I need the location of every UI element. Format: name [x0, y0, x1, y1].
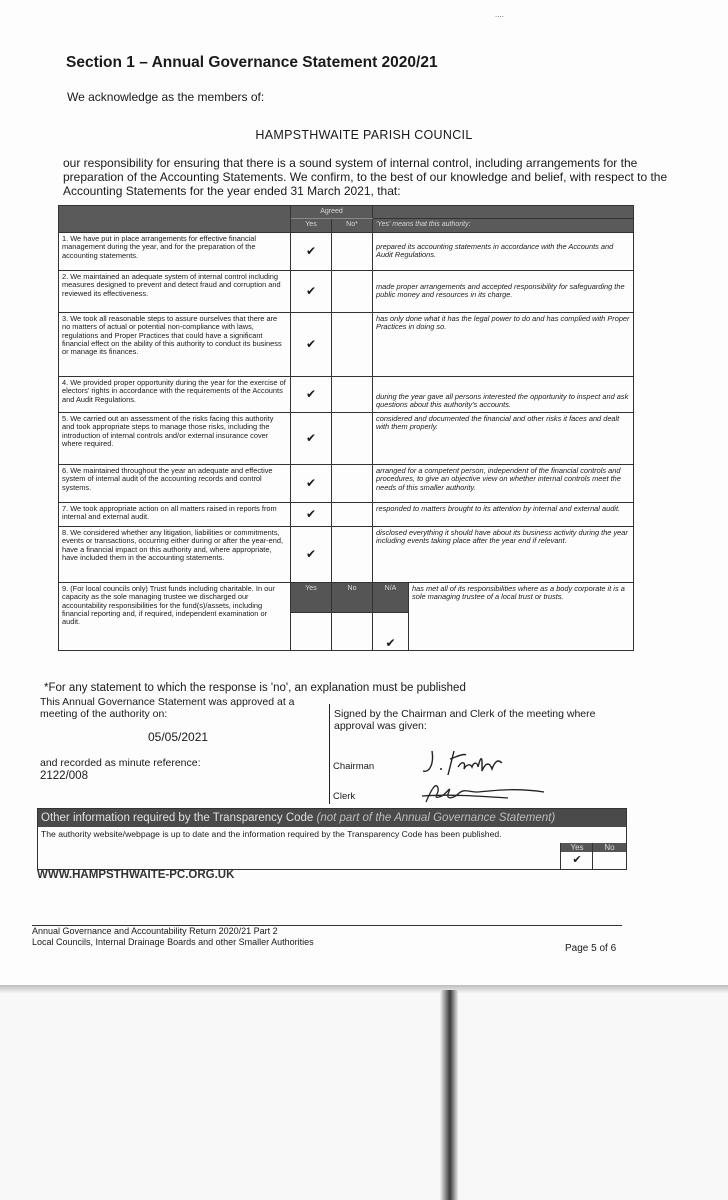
transparency-text: The authority website/webpage is up to date and the information required by the Transparency Code has been published. — [41, 829, 502, 839]
table-row-9 — [59, 582, 634, 612]
yes-header: Yes — [291, 219, 332, 232]
yes-check-2: ✔ — [291, 270, 332, 312]
yes-check-7: ✔ — [291, 502, 332, 526]
statement-7: 7. We took appropriate action on all matters raised in reports from internal and external audit. — [59, 502, 291, 526]
table-row — [59, 412, 634, 464]
no-cell-7 — [332, 502, 373, 526]
approval-text: This Annual Governance Statement was approved at a meeting of the authority on: — [40, 696, 295, 720]
yes-means-header: 'Yes' means that this authority: — [373, 219, 634, 232]
transparency-yes-col — [560, 843, 593, 869]
table-row — [59, 376, 634, 412]
clerk-label: Clerk — [333, 791, 356, 802]
no-cell-1 — [332, 232, 373, 270]
yes-check-4: ✔ — [291, 376, 332, 412]
statement-2: 2. We maintained an adequate system of internal control including measures designed to prevent and detect fraud and corruption and reviewed its effectiveness. — [59, 270, 291, 312]
statement-9: 9. (For local councils only) Trust funds including charitable. In our capacity as the sole managing trustee we discharged our accountability responsibilities for the fund(s)/assets, including financial reporting and, if required, independent examination or audit. — [59, 582, 291, 650]
means-2: made proper arrangements and accepted responsibility for safeguarding the public money and resources in its charge. — [373, 270, 634, 312]
statement-5: 5. We carried out an assessment of the risks facing this authority and took appropriate steps to manage those risks, including the introduction of internal controls and/or external insurance cover where required. — [59, 412, 291, 464]
paper-fold-shadow — [440, 990, 458, 1200]
means-4: during the year gave all persons interested the opportunity to inspect and ask questions about this authority's accounts. — [373, 376, 634, 412]
transparency-yes-check: ✔ — [572, 854, 582, 866]
table-header-row — [59, 206, 634, 219]
statement-1: 1. We have put in place arrangements for effective financial management during the year, and for the preparation of the accounting statements. — [59, 232, 291, 270]
no-cell-5 — [332, 412, 373, 464]
transparency-no-header: No — [593, 843, 626, 852]
header-blank — [59, 206, 291, 233]
no-cell-6 — [332, 464, 373, 502]
means-7: responded to matters brought to its attention by internal and external audit. — [373, 502, 634, 526]
yes-check-5: ✔ — [291, 412, 332, 464]
transparency-title-note: (not part of the Annual Governance Statement) — [316, 812, 556, 824]
no-cell-8 — [332, 526, 373, 582]
means-1: prepared its accounting statements in accordance with the Accounts and Audit Regulations. — [373, 232, 634, 270]
statement-4: 4. We provided proper opportunity during the year for the exercise of electors' rights in accordance with the requirements of the Accounts and Audit Regulations. — [59, 376, 291, 412]
transparency-yes-header: Yes — [561, 843, 593, 852]
website-url: WWW.HAMPSTHWAITE-PC.ORG.UK — [37, 869, 235, 881]
clerk-signature — [418, 778, 553, 808]
means-5: considered and documented the financial and other risks it faces and dealt with them properly. — [373, 412, 634, 464]
recorded-text: and recorded as minute reference: — [40, 757, 201, 769]
means-6: arranged for a competent person, independent of the financial controls and procedures, to give an objective view on whether internal controls meet the needs of this smaller authority. — [373, 464, 634, 502]
means-8: disclosed everything it should have about its business activity during the year including events taking place after the year end if relevant. — [373, 526, 634, 582]
row9-na-check: ✔ — [373, 612, 409, 650]
no-cell-4 — [332, 376, 373, 412]
transparency-box — [37, 808, 627, 870]
yes-check-6: ✔ — [291, 464, 332, 502]
means-3: has only done what it has the legal power to do and has complied with Proper Practices in doing so. — [373, 312, 634, 376]
footer-line-2: Local Councils, Internal Drainage Boards and other Smaller Authorities — [32, 937, 314, 947]
intro-text: our responsibility for ensuring that there is a sound system of internal control, including arrangements for the preparation of the Accounting Statements. We confirm, to the best of our knowledge and belief, with respect to the Accounting Statements for the year ended 31 March 2021, that: — [63, 156, 668, 198]
council-name: HAMPSTHWAITE PARISH COUNCIL — [255, 128, 473, 142]
row9-no-cell — [332, 612, 373, 650]
scanner-background — [0, 993, 728, 1200]
transparency-title: Other information required by the Transparency Code (not part of the Annual Governance Statement) — [38, 809, 626, 827]
governance-table — [58, 205, 634, 651]
footnote: *For any statement to which the response is 'no', an explanation must be published — [44, 682, 466, 694]
signature-divider — [329, 704, 330, 804]
no-header: No* — [332, 219, 373, 232]
top-mark: .... — [495, 10, 504, 19]
table-row — [59, 502, 634, 526]
agreed-header: Agreed — [291, 206, 373, 219]
table-row — [59, 312, 634, 376]
no-cell-3 — [332, 312, 373, 376]
yes-check-3: ✔ — [291, 312, 332, 376]
chairman-label: Chairman — [333, 761, 375, 772]
page-title: Section 1 – Annual Governance Statement 2020/21 — [66, 54, 438, 71]
acknowledge-text: We acknowledge as the members of: — [67, 90, 265, 104]
row9-yes-cell — [291, 612, 332, 650]
row9-na-header: N/A — [373, 582, 409, 612]
yes-check-8: ✔ — [291, 526, 332, 582]
yes-check-1: ✔ — [291, 232, 332, 270]
row9-yes-header: Yes — [291, 582, 332, 612]
table-row — [59, 232, 634, 270]
table-row — [59, 464, 634, 502]
no-cell-2 — [332, 270, 373, 312]
signed-text: Signed by the Chairman and Clerk of the meeting where approval was given: — [334, 708, 596, 732]
header-blank-right — [373, 206, 634, 219]
statement-6: 6. We maintained throughout the year an adequate and effective system of internal audit of the accounting records and control systems. — [59, 464, 291, 502]
table-row — [59, 270, 634, 312]
means-9: has met all of its responsibilities where as a body corporate it is a sole managing trustee of a local trust or trusts. — [409, 582, 634, 650]
chairman-signature — [420, 745, 550, 779]
transparency-no-col — [592, 843, 626, 869]
statement-3: 3. We took all reasonable steps to assure ourselves that there are no matters of actual or potential non-compliance with laws, regulations and Proper Practices that could have a significant financial effect on the ability of this authority to conduct its business or manage its finances. — [59, 312, 291, 376]
table-row — [59, 526, 634, 582]
footer-line-1: Annual Governance and Accountability Return 2020/21 Part 2 — [32, 926, 278, 936]
statement-8: 8. We considered whether any litigation, liabilities or commitments, events or transactions, occurring either during or after the year-end, have a financial impact on this authority and, where appropriate, have included them in the accounting statements. — [59, 526, 291, 582]
row9-no-header: No — [332, 582, 373, 612]
approval-date: 05/05/2021 — [148, 730, 209, 744]
minute-reference: 2122/008 — [40, 770, 88, 782]
page-number: Page 5 of 6 — [565, 943, 617, 954]
page-edge-shadow — [0, 985, 728, 993]
